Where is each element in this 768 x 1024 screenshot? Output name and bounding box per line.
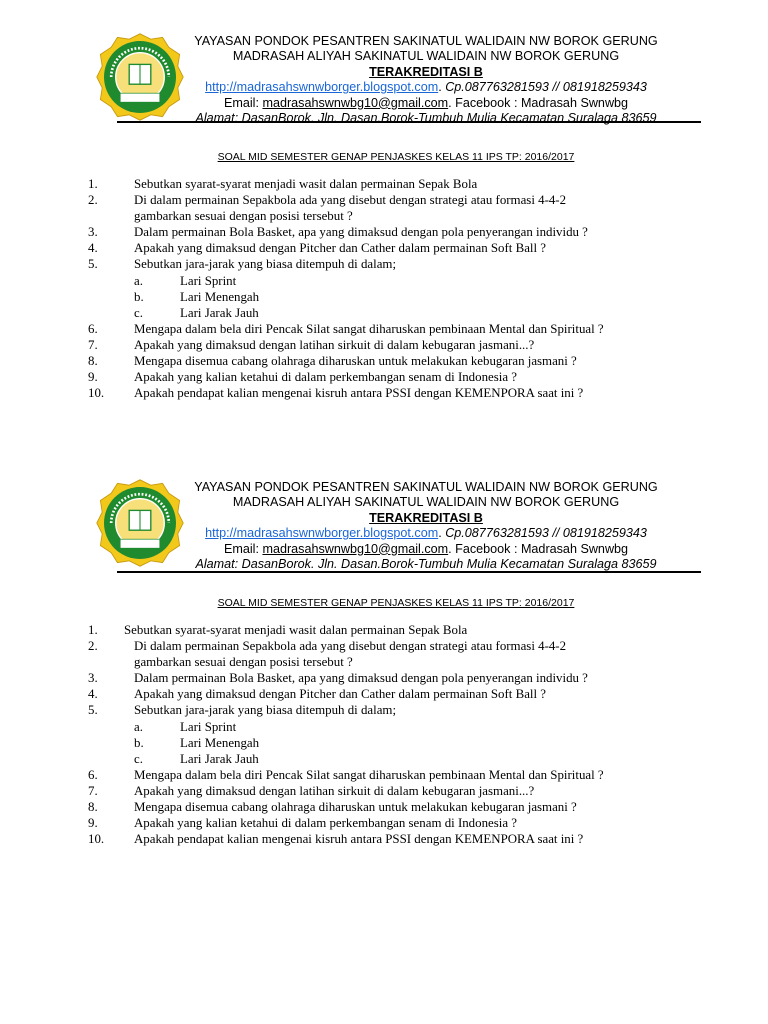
sub-item-text: Lari Sprint — [180, 274, 237, 288]
question-text: Sebutkan jara-jarak yang biasa ditempuh di dalam; — [134, 257, 397, 271]
sub-item — [0, 305, 768, 321]
question-text: gambarkan sesuai dengan posisi tersebut ? — [134, 209, 353, 223]
question-item — [0, 622, 768, 638]
question-text: Sebutkan jara-jarak yang biasa ditempuh di dalam; — [134, 703, 397, 717]
question-number: 7. — [88, 784, 98, 798]
phone-numbers: Cp.087763281593 // 081918259343 — [445, 80, 647, 95]
question-item — [0, 831, 768, 847]
sub-item — [0, 719, 768, 735]
school-name: MADRASAH ALIYAH SAKINATUL WALIDAIN NW BOROK GERUNG — [232, 49, 620, 64]
sub-item-text: Lari Jarak Jauh — [180, 306, 259, 320]
question-text: Apakah yang dimaksud dengan latihan sirkuit di dalam kebugaran jasmani...? — [134, 338, 535, 352]
sub-item-text: Lari Menengah — [180, 736, 260, 750]
question-text: Sebutkan syarat-syarat menjadi wasit dalan permainan Sepak Bola — [124, 623, 468, 637]
email-line: Email: madrasahswnwbg10@gmail.com. Facebook : Madrasah Swnwbg — [223, 95, 629, 110]
sub-item — [0, 751, 768, 767]
sub-item-letter: b. — [134, 290, 144, 304]
email-link[interactable]: madrasahswnwbg10@gmail.com — [262, 95, 449, 110]
exam-title: SOAL MID SEMESTER GENAP PENJASKES KELAS 11 IPS TP: 2016/2017 — [217, 597, 575, 609]
phone-numbers: Cp.087763281593 // 081918259343 — [445, 526, 647, 541]
question-number: 2. — [88, 193, 98, 207]
question-number: 7. — [88, 338, 98, 352]
question-text: Apakah yang kalian ketahui di dalam perkembangan senam di Indonesia ? — [134, 370, 518, 384]
school-logo — [95, 32, 185, 122]
question-item — [0, 224, 768, 240]
header-divider — [117, 121, 701, 123]
exam-title: SOAL MID SEMESTER GENAP PENJASKES KELAS 11 IPS TP: 2016/2017 — [217, 151, 575, 163]
sub-item-letter: a. — [134, 720, 143, 734]
question-item — [0, 702, 768, 718]
address-line: Alamat: DasanBorok. Jln. Dasan.Borok-Tumbuh Mulia Kecamatan Suralaga 83659 — [195, 111, 657, 126]
sub-item-letter: c. — [134, 306, 143, 320]
question-item — [0, 321, 768, 337]
question-text: Dalam permainan Bola Basket, apa yang dimaksud dengan pola penyerangan individu ? — [134, 671, 588, 685]
sub-item — [0, 289, 768, 305]
question-item — [0, 240, 768, 256]
question-text: Mengapa dalam bela diri Pencak Silat sangat diharuskan pembinaan Mental dan Spiritual ? — [134, 768, 604, 782]
email-line: Email: madrasahswnwbg10@gmail.com. Facebook : Madrasah Swnwbg — [223, 541, 629, 556]
question-number: 3. — [88, 225, 98, 239]
sub-item-letter: a. — [134, 274, 143, 288]
foundation-name: YAYASAN PONDOK PESANTREN SAKINATUL WALIDAIN NW BOROK GERUNG — [194, 34, 658, 48]
question-item — [0, 815, 768, 831]
sub-item-text: Lari Menengah — [180, 290, 260, 304]
question-item — [0, 353, 768, 369]
sub-item-letter: b. — [134, 736, 144, 750]
question-text: gambarkan sesuai dengan posisi tersebut ? — [134, 655, 353, 669]
foundation-name: YAYASAN PONDOK PESANTREN SAKINATUL WALIDAIN NW BOROK GERUNG — [194, 480, 658, 494]
question-text: Mengapa disemua cabang olahraga diharuskan untuk melakukan kebugaran jasmani ? — [134, 354, 577, 368]
school-name: MADRASAH ALIYAH SAKINATUL WALIDAIN NW BOROK GERUNG — [232, 495, 620, 510]
question-text: Apakah pendapat kalian mengenai kisruh antara PSSI dengan KEMENPORA saat ini ? — [134, 386, 584, 400]
question-item — [0, 192, 768, 208]
question-item — [0, 256, 768, 272]
question-text: Di dalam permainan Sepakbola ada yang disebut dengan strategi atau formasi 4-4-2 — [134, 193, 567, 207]
school-logo — [95, 478, 185, 568]
question-item — [0, 385, 768, 401]
question-number: 10. — [88, 832, 105, 846]
accreditation-status: TERAKREDITASI B — [369, 64, 483, 79]
question-number: 9. — [88, 370, 98, 384]
sub-item — [0, 273, 768, 289]
question-number: 2. — [88, 639, 98, 653]
contact-line: http://madrasahswnwborger.blogspot.com. Cp.087763281593 // 081918259343 — [205, 526, 647, 541]
question-text: Di dalam permainan Sepakbola ada yang disebut dengan strategi atau formasi 4-4-2 — [134, 639, 567, 653]
question-item — [0, 799, 768, 815]
question-number: 1. — [88, 623, 98, 637]
accreditation-status: TERAKREDITASI B — [369, 510, 483, 525]
email-link[interactable]: madrasahswnwbg10@gmail.com — [262, 541, 449, 556]
question-number: 4. — [88, 241, 98, 255]
question-text: Apakah yang dimaksud dengan Pitcher dan Cather dalam permainan Soft Ball ? — [134, 241, 547, 255]
header-divider — [117, 571, 701, 573]
question-item — [0, 176, 768, 192]
question-text: Apakah yang dimaksud dengan Pitcher dan Cather dalam permainan Soft Ball ? — [134, 687, 547, 701]
sub-item-letter: c. — [134, 752, 143, 766]
question-text: Dalam permainan Bola Basket, apa yang dimaksud dengan pola penyerangan individu ? — [134, 225, 588, 239]
website-link[interactable]: http://madrasahswnwborger.blogspot.com — [205, 80, 439, 95]
question-item — [0, 638, 768, 654]
question-item — [0, 337, 768, 353]
question-number: 10. — [88, 386, 105, 400]
question-number: 8. — [88, 800, 98, 814]
question-item — [0, 670, 768, 686]
question-item — [0, 767, 768, 783]
question-item — [0, 783, 768, 799]
sub-item-text: Lari Jarak Jauh — [180, 752, 259, 766]
sub-item — [0, 735, 768, 751]
address-line: Alamat: DasanBorok. Jln. Dasan.Borok-Tumbuh Mulia Kecamatan Suralaga 83659 — [195, 557, 657, 572]
question-number: 8. — [88, 354, 98, 368]
question-text: Apakah yang kalian ketahui di dalam perkembangan senam di Indonesia ? — [134, 816, 518, 830]
question-number: 6. — [88, 768, 98, 782]
sub-item-text: Lari Sprint — [180, 720, 237, 734]
website-link[interactable]: http://madrasahswnwborger.blogspot.com — [205, 526, 439, 541]
question-number: 6. — [88, 322, 98, 336]
question-number: 4. — [88, 687, 98, 701]
question-text: Mengapa disemua cabang olahraga diharuskan untuk melakukan kebugaran jasmani ? — [134, 800, 577, 814]
question-text: Apakah yang dimaksud dengan latihan sirkuit di dalam kebugaran jasmani...? — [134, 784, 535, 798]
question-text: Mengapa dalam bela diri Pencak Silat sangat diharuskan pembinaan Mental dan Spiritual ? — [134, 322, 604, 336]
exam-copy-2 — [0, 446, 768, 866]
question-item — [0, 686, 768, 702]
letterhead — [190, 480, 662, 572]
question-number: 5. — [88, 703, 98, 717]
letterhead — [190, 34, 662, 126]
question-number: 9. — [88, 816, 98, 830]
question-text: Apakah pendapat kalian mengenai kisruh antara PSSI dengan KEMENPORA saat ini ? — [134, 832, 584, 846]
question-continuation — [0, 654, 768, 670]
contact-line: http://madrasahswnwborger.blogspot.com. Cp.087763281593 // 081918259343 — [205, 80, 647, 95]
question-continuation — [0, 208, 768, 224]
question-item — [0, 369, 768, 385]
question-number: 1. — [88, 177, 98, 191]
exam-copy-1 — [0, 0, 768, 420]
question-number: 5. — [88, 257, 98, 271]
question-number: 3. — [88, 671, 98, 685]
question-text: Sebutkan syarat-syarat menjadi wasit dalan permainan Sepak Bola — [134, 177, 478, 191]
